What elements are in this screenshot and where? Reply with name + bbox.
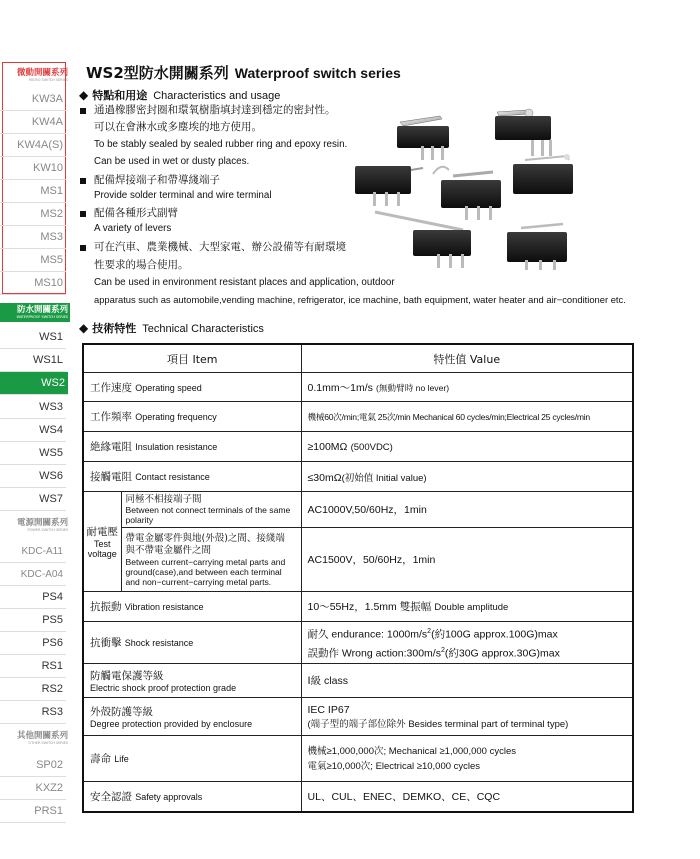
item-cn: 壽命 — [90, 753, 111, 765]
product-photos — [345, 100, 635, 290]
item-en: Insulation resistance — [135, 442, 218, 452]
switch-image-1 — [397, 116, 449, 160]
item-en: Electric shock proof protection grade — [90, 683, 237, 693]
series-sidebar — [0, 0, 70, 859]
diamond-bullet-icon: ◆ — [79, 88, 89, 102]
value-text: Ⅰ級 class — [307, 675, 348, 687]
value-cell — [301, 664, 633, 698]
value-cell — [301, 402, 633, 432]
value-text: ≥100MΩ — [307, 440, 348, 453]
feature-line-12: apparatus such as automobile,vending machine, refrigerator, ice machine, bath equipment, water heater and air−conditioner etc. — [94, 294, 626, 305]
item-en: Contact resistance — [135, 472, 210, 482]
item-cell — [83, 402, 301, 432]
item-cn: 防觸電保護等級 — [90, 670, 164, 682]
diamond-bullet-icon: ◆ — [79, 321, 89, 335]
other-group-title — [0, 731, 70, 746]
sidebar-item-rs1[interactable]: RS1 — [0, 655, 66, 678]
sidebar-item-ms10[interactable]: MS10 — [0, 272, 66, 295]
features-heading-cn: 特點和用途 — [92, 89, 148, 102]
spec-table — [82, 343, 634, 813]
shock-sup-2: 2 — [440, 646, 445, 654]
value-text: 0.1mm～1m/s — [307, 381, 373, 394]
shock-line2b: (約30G approx.30G)max — [444, 647, 560, 659]
item-cell — [83, 432, 301, 462]
sidebar-item-kdc-a11[interactable]: KDC-A11 — [0, 540, 66, 563]
sidebar-item-ws1[interactable]: WS1 — [0, 326, 66, 349]
power-group-en: POWER SWITCH SERIES — [27, 528, 68, 532]
other-group-en: OTHER SWITCH SERIES — [28, 741, 68, 745]
switch-image-7 — [507, 224, 567, 270]
feature-line-11: Can be used in environment resistant places and application, outdoor — [94, 277, 395, 288]
withstand-label-en2: voltage — [87, 549, 117, 559]
value-cell — [301, 622, 633, 664]
sidebar-item-ws4[interactable]: WS4 — [0, 419, 66, 442]
item-en: Operating frequency — [135, 412, 217, 422]
waterproof-group-en: WATERPROOF SWITCH SERIES — [16, 315, 68, 319]
title-cn: WS2型防水開關系列 — [86, 64, 229, 82]
feature-line-1: 通過橡膠密封圈和環氧樹脂填封達到穩定的密封性。 — [94, 104, 336, 116]
micro-group-cn: 微動開關系列 — [16, 68, 68, 78]
value-cell — [301, 698, 633, 736]
other-group-cn: 其他開關系列 — [16, 731, 68, 741]
table-row — [83, 622, 633, 664]
item-cell — [83, 592, 301, 622]
power-group-cn: 電源開關系列 — [16, 518, 68, 528]
value-text-2: 電氣≥10,000次; Electrical ≥10,000 cycles — [307, 760, 481, 772]
sidebar-item-ps6[interactable]: PS6 — [0, 632, 66, 655]
value-text: AC1500V，50/60Hz，1min — [307, 554, 436, 566]
withstand-a-en1: Between not connect terminals of the same — [125, 505, 291, 515]
sidebar-item-ws7[interactable]: WS7 — [0, 488, 66, 511]
features-heading-en: Characteristics and usage — [153, 90, 281, 102]
item-cell — [83, 622, 301, 664]
sidebar-item-kxz2[interactable]: KXZ2 — [0, 777, 66, 800]
item-cell — [83, 664, 301, 698]
item-cn: 外殻防護等級 — [90, 706, 153, 718]
sidebar-item-kw4a-s[interactable]: KW4A(S) — [0, 134, 66, 157]
sidebar-item-ws1l[interactable]: WS1L — [0, 349, 66, 372]
page-title — [86, 62, 401, 83]
square-bullet-icon — [80, 245, 86, 251]
table-row — [83, 592, 633, 622]
feature-line-8: A variety of levers — [94, 223, 172, 234]
waterproof-group-title — [0, 303, 70, 322]
value-cell — [301, 373, 633, 402]
title-en: Waterproof switch series — [234, 65, 401, 81]
withstand-label-cell — [83, 492, 121, 592]
withstand-a-cn: 同極不相接端子間 — [125, 494, 202, 505]
waterproof-group-cn: 防水開關系列 — [16, 305, 68, 315]
feature-line-10: 性要求的場合使用。 — [94, 259, 189, 271]
value-text: AC1000V,50/60Hz，1min — [307, 504, 427, 516]
shock-line1b: (約100G approx.100G)max — [431, 628, 558, 641]
item-cn: 工作速度 — [90, 381, 132, 394]
tech-heading-en: Technical Characteristics — [142, 323, 264, 335]
value-cell — [301, 528, 633, 592]
withstand-label-cn: 耐電壓 — [86, 526, 118, 538]
item-cell — [83, 373, 301, 402]
tech-heading — [79, 320, 264, 336]
withstand-b-cn2: 與不帶電金屬件之間 — [125, 544, 212, 556]
feature-line-7: 配備各種形式副臂 — [94, 207, 178, 219]
switch-image-4 — [433, 167, 501, 220]
table-row — [83, 528, 633, 592]
withstand-b-cn1: 帶電金屬零件與地(外殻)之間、接綫端 — [125, 532, 285, 544]
sidebar-item-kw4a[interactable]: KW4A — [0, 111, 66, 134]
value-text: 機械60次/min;電氣 25次/min Mechanical 60 cycles/min;Electrical 25 cycles/min — [307, 411, 590, 422]
table-row — [83, 664, 633, 698]
withstand-b-en1: Between current−carrying metal parts and — [125, 556, 286, 567]
header-value: 特性值 Value — [301, 344, 633, 373]
table-row — [83, 698, 633, 736]
withstand-b-cell — [121, 528, 301, 592]
sidebar-item-ws6[interactable]: WS6 — [0, 465, 66, 488]
value-cell — [301, 592, 633, 622]
shock-sup-1: 2 — [427, 628, 432, 635]
withstand-b-en3: and non−current−carrying metal parts. — [125, 576, 272, 587]
sidebar-item-ms3[interactable]: MS3 — [0, 226, 66, 249]
sidebar-item-ps5[interactable]: PS5 — [0, 609, 66, 632]
table-row — [83, 736, 633, 782]
withstand-a-en2: polarity — [125, 515, 154, 525]
sidebar-item-kw10[interactable]: KW10 — [0, 157, 66, 180]
shock-line1a: 耐久 endurance: 1000m/s — [307, 628, 428, 641]
item-cell — [83, 782, 301, 812]
value-cell — [301, 432, 633, 462]
header-item: 項目 Item — [83, 344, 301, 373]
value-cell — [301, 782, 633, 812]
feature-line-2: 可以在會淋水或多塵埃的地方使用。 — [94, 121, 262, 133]
square-bullet-icon — [80, 178, 86, 184]
withstand-a-cell — [121, 492, 301, 528]
sidebar-item-ps4[interactable]: PS4 — [0, 586, 66, 609]
item-cn: 工作頻率 — [90, 411, 132, 423]
sidebar-item-rs3[interactable]: RS3 — [0, 701, 66, 724]
value-text: IEC IP67 — [307, 703, 350, 716]
item-cell — [83, 462, 301, 492]
value-cell — [301, 462, 633, 492]
table-row — [83, 402, 633, 432]
sidebar-item-rs2[interactable]: RS2 — [0, 678, 66, 701]
withstand-label-en1: Test — [93, 539, 111, 549]
item-en: Degree protection provided by enclosure — [90, 719, 253, 729]
item-en: Operating speed — [135, 382, 202, 393]
value-note: Double amplitude — [434, 602, 509, 613]
sidebar-item-ws3[interactable]: WS3 — [0, 396, 66, 419]
feature-line-3: To be stably sealed by sealed rubber ring and epoxy resin. — [94, 139, 348, 150]
item-cn: 安全認證 — [90, 790, 132, 803]
square-bullet-icon — [80, 108, 86, 114]
feature-line-5: 配備焊接端子和帶導綫端子 — [94, 174, 220, 186]
feature-line-9: 可在汽車、農業機械、大型家電、辦公設備等有耐環境 — [94, 241, 346, 253]
value-text-2: (端子型的端子部位除外 Besides terminal part of terminal type) — [307, 718, 569, 730]
switch-image-6 — [375, 212, 471, 268]
power-group-title — [0, 518, 70, 533]
shock-line2a: 誤動作 Wrong action:300m/s — [307, 647, 441, 659]
table-row — [83, 492, 633, 528]
value-note: (初始值 Initial value) — [341, 472, 427, 484]
switch-image-5 — [513, 154, 573, 194]
sidebar-item-ws2[interactable]: WS2 — [0, 372, 68, 395]
item-cn: 抗衝擊 — [90, 637, 122, 649]
item-cell — [83, 736, 301, 782]
value-text: ≤30mΩ — [307, 471, 342, 484]
value-note: (無動臂時 no lever) — [376, 382, 450, 393]
sidebar-item-ws5[interactable]: WS5 — [0, 442, 66, 465]
sidebar-item-kdc-a04[interactable]: KDC-A04 — [0, 563, 66, 586]
item-cn: 抗振動 — [90, 601, 122, 613]
table-row — [83, 432, 633, 462]
square-bullet-icon — [80, 211, 86, 217]
micro-group-title — [0, 68, 70, 83]
switch-image-3 — [355, 166, 423, 206]
table-row — [83, 782, 633, 812]
table-header-row — [83, 344, 633, 373]
item-en: Vibration resistance — [124, 602, 204, 612]
value-cell — [301, 492, 633, 528]
table-row — [83, 462, 633, 492]
value-text: 機械≥1,000,000次; Mechanical ≥1,000,000 cycles — [307, 745, 516, 757]
sidebar-item-sp02[interactable]: SP02 — [0, 754, 66, 777]
feature-line-4: Can be used in wet or dusty places. — [94, 156, 250, 167]
item-en: Life — [114, 754, 129, 764]
sidebar-item-prs1[interactable]: PRS1 — [0, 800, 66, 823]
item-en: Safety approvals — [135, 791, 203, 802]
value-text: UL、CUL、ENEC、DEMKO、CE、CQC — [307, 790, 501, 803]
value-text: 10～55Hz，1.5mm 雙振幅 — [307, 601, 432, 613]
features-heading — [79, 87, 280, 103]
micro-group-en: MICRO SWITCH SERIES — [28, 78, 68, 82]
switch-image-2 — [495, 109, 552, 156]
item-cn: 接觸電阻 — [90, 471, 132, 483]
value-note: (500VDC) — [350, 441, 393, 453]
sidebar-item-kw3a[interactable]: KW3A — [0, 88, 66, 111]
table-row — [83, 373, 633, 402]
item-en: Shock resistance — [124, 638, 194, 648]
feature-line-6: Provide solder terminal and wire terminal — [94, 190, 272, 201]
sidebar-item-ms1[interactable]: MS1 — [0, 180, 66, 203]
value-cell — [301, 736, 633, 782]
sidebar-item-ms2[interactable]: MS2 — [0, 203, 66, 226]
withstand-b-en2: ground(case),and between each terminal — [125, 566, 282, 577]
tech-heading-cn: 技術特性 — [92, 322, 137, 335]
item-cell — [83, 698, 301, 736]
sidebar-item-ms5[interactable]: MS5 — [0, 249, 66, 272]
item-cn: 絶緣電阻 — [90, 441, 132, 453]
